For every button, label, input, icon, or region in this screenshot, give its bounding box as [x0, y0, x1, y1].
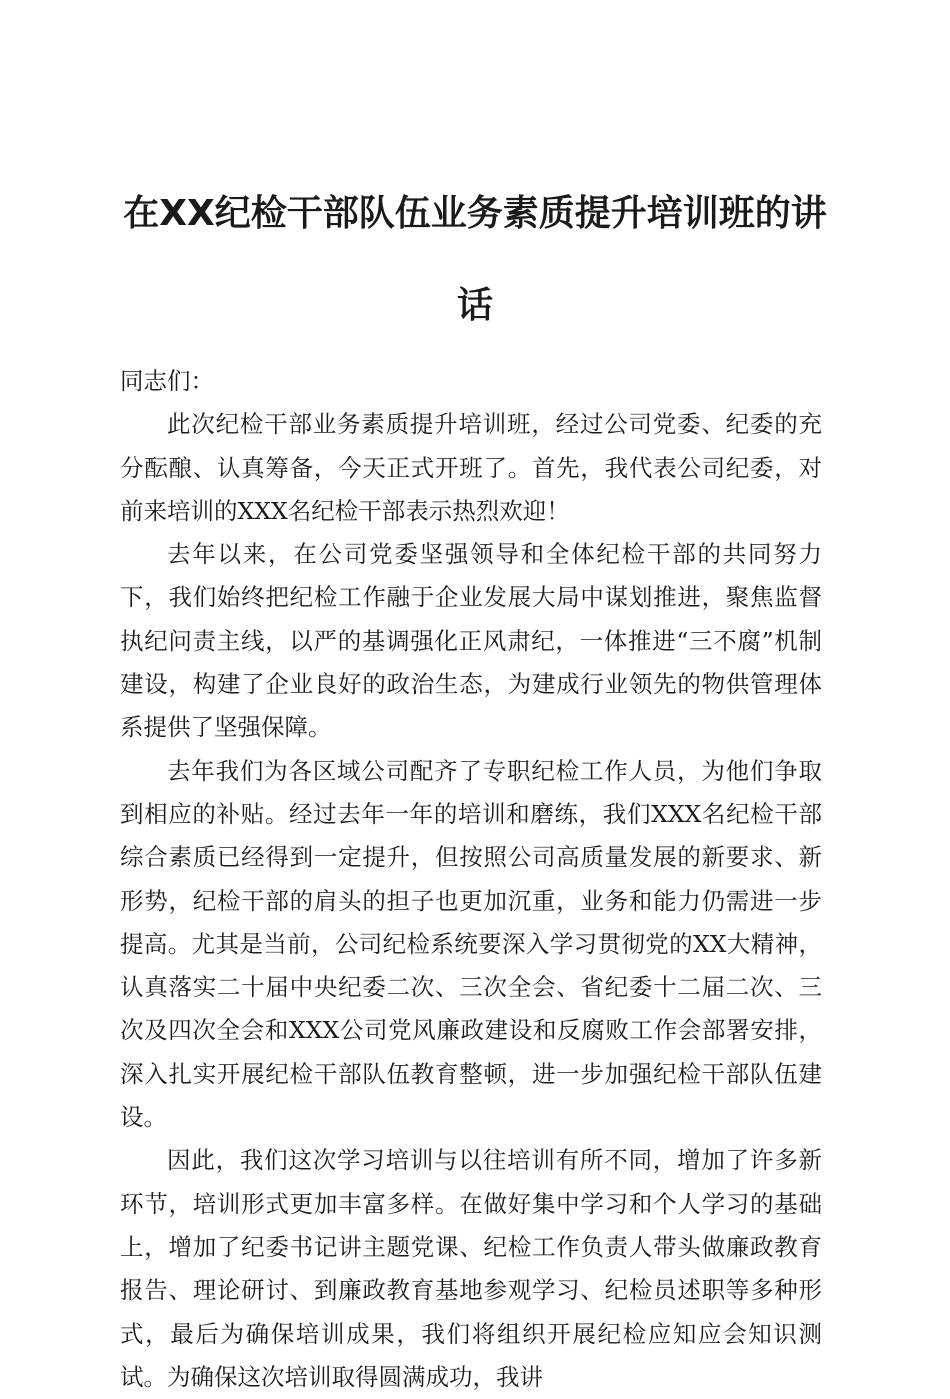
salutation: 同志们：	[120, 367, 214, 395]
paragraph-4: 因此，我们这次学习培训与以往培训有所不同，增加了许多新环节，培训形式更加丰富多样。在做好集中学习和个人学习的基础上，增加了纪委书记讲主题党课、纪检工作负责人带头做廉政教育报告、理论研讨、到廉政教育基地参观学习、纪检员述职等多种形式，最后为确保培训成果，我们将组织开展纪检应知应会知识测试。为确保这次培训取得圆满成功，我讲	[120, 1146, 822, 1391]
paragraph-2: 去年以来，在公司党委坚强领导和全体纪检干部的共同努力下，我们始终把纪检工作融于企业发展大局中谋划推进，聚焦监督执纪问责主线，以严的基调强化正风肃纪，一体推进“三不腐”机制建设，构建了企业良好的政治生态，为建成行业领先的物供管理体系提供了坚强保障。	[120, 540, 822, 742]
paragraph-1: 此次纪检干部业务素质提升培训班，经过公司党委、纪委的充分酝酿、认真筹备，今天正式开班了。首先，我代表公司纪委，对前来培训的XXX名纪检干部表示热烈欢迎！	[120, 410, 822, 525]
document-title: 在XX纪检干部队伍业务素质提升培训班的讲话	[123, 193, 827, 326]
paragraph-3: 去年我们为各区域公司配齐了专职纪检工作人员，为他们争取到相应的补贴。经过去年一年的培训和磨练，我们XXX名纪检干部综合素质已经得到一定提升，但按照公司高质量发展的新要求、新形势，纪检干部的肩头的担子也更加沉重，业务和能力仍需进一步提高。尤其是当前，公司纪检系统要深入学习贯彻党的XX大精神，认真落实二十届中央纪委二次、三次全会、省纪委十二届二次、三次及四次全会和XXX公司党风廉政建设和反腐败工作会部署安排，深入扎实开展纪检干部队伍教育整顿，进一步加强纪检干部队伍建设。	[120, 756, 822, 1132]
document-body	[120, 360, 822, 1399]
